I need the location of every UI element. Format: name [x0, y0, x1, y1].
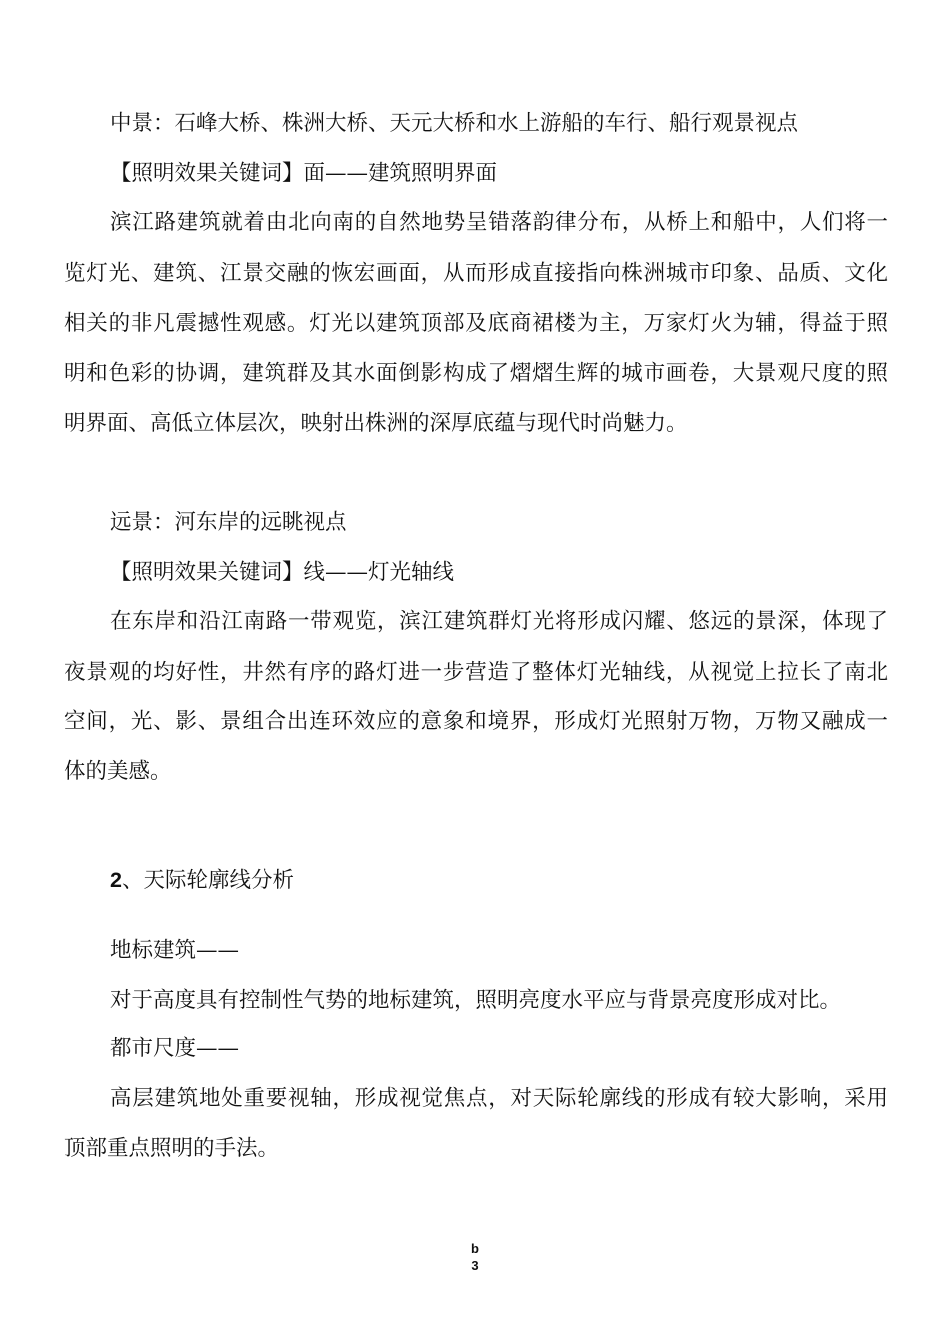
urban-scale-label: 都市尺度——	[110, 1036, 240, 1061]
mid-viewpoint-heading: 中景：石峰大桥、株洲大桥、天元大桥和水上游船的车行、船行观景视点	[110, 111, 799, 136]
section-2-heading	[110, 866, 294, 895]
section-title: 、天际轮廓线分析	[121, 868, 294, 893]
mid-paragraph-line: 明和色彩的协调，建筑群及其水面倒影构成了熠熠生辉的城市画卷，大景观尺度的照	[64, 361, 888, 386]
mid-paragraph-line: 明界面、高低立体层次，映射出株洲的深厚底蕴与现代时尚魅力。	[64, 411, 688, 436]
far-viewpoint-heading: 远景：河东岸的远眺视点	[110, 510, 347, 535]
mid-paragraph-line: 览灯光、建筑、江景交融的恢宏画面，从而形成直接指向株洲城市印象、品质、文化	[64, 261, 888, 286]
mid-keyword-heading: 【照明效果关键词】面——建筑照明界面	[110, 161, 498, 186]
far-paragraph-line: 空间，光、影、景组合出连环效应的意象和境界，形成灯光照射万物，万物又融成一	[64, 709, 888, 734]
section-number: 2	[110, 868, 122, 892]
mid-paragraph-line: 滨江路建筑就着由北向南的自然地势呈错落韵律分布，从桥上和船中，人们将一	[110, 210, 888, 235]
footer-mark: b	[471, 1241, 479, 1256]
urban-paragraph-line: 高层建筑地处重要视轴，形成视觉焦点，对天际轮廓线的形成有较大影响，采用	[110, 1086, 888, 1111]
far-paragraph-line: 体的美感。	[64, 759, 172, 784]
page-number: 3	[471, 1258, 479, 1273]
landmark-label: 地标建筑——	[110, 938, 240, 963]
landmark-text: 对于高度具有控制性气势的地标建筑，照明亮度水平应与背景亮度形成对比。	[110, 988, 842, 1013]
mid-paragraph-line: 相关的非凡震撼性观感。灯光以建筑顶部及底商裙楼为主，万家灯火为辅，得益于照	[64, 311, 888, 336]
urban-paragraph-line: 顶部重点照明的手法。	[64, 1136, 280, 1161]
far-paragraph-line: 在东岸和沿江南路一带观览，滨江建筑群灯光将形成闪耀、悠远的景深，体现了	[110, 609, 888, 634]
far-paragraph-line: 夜景观的均好性，井然有序的路灯进一步营造了整体灯光轴线，从视觉上拉长了南北	[64, 660, 888, 685]
far-keyword-heading: 【照明效果关键词】线——灯光轴线	[110, 560, 455, 585]
